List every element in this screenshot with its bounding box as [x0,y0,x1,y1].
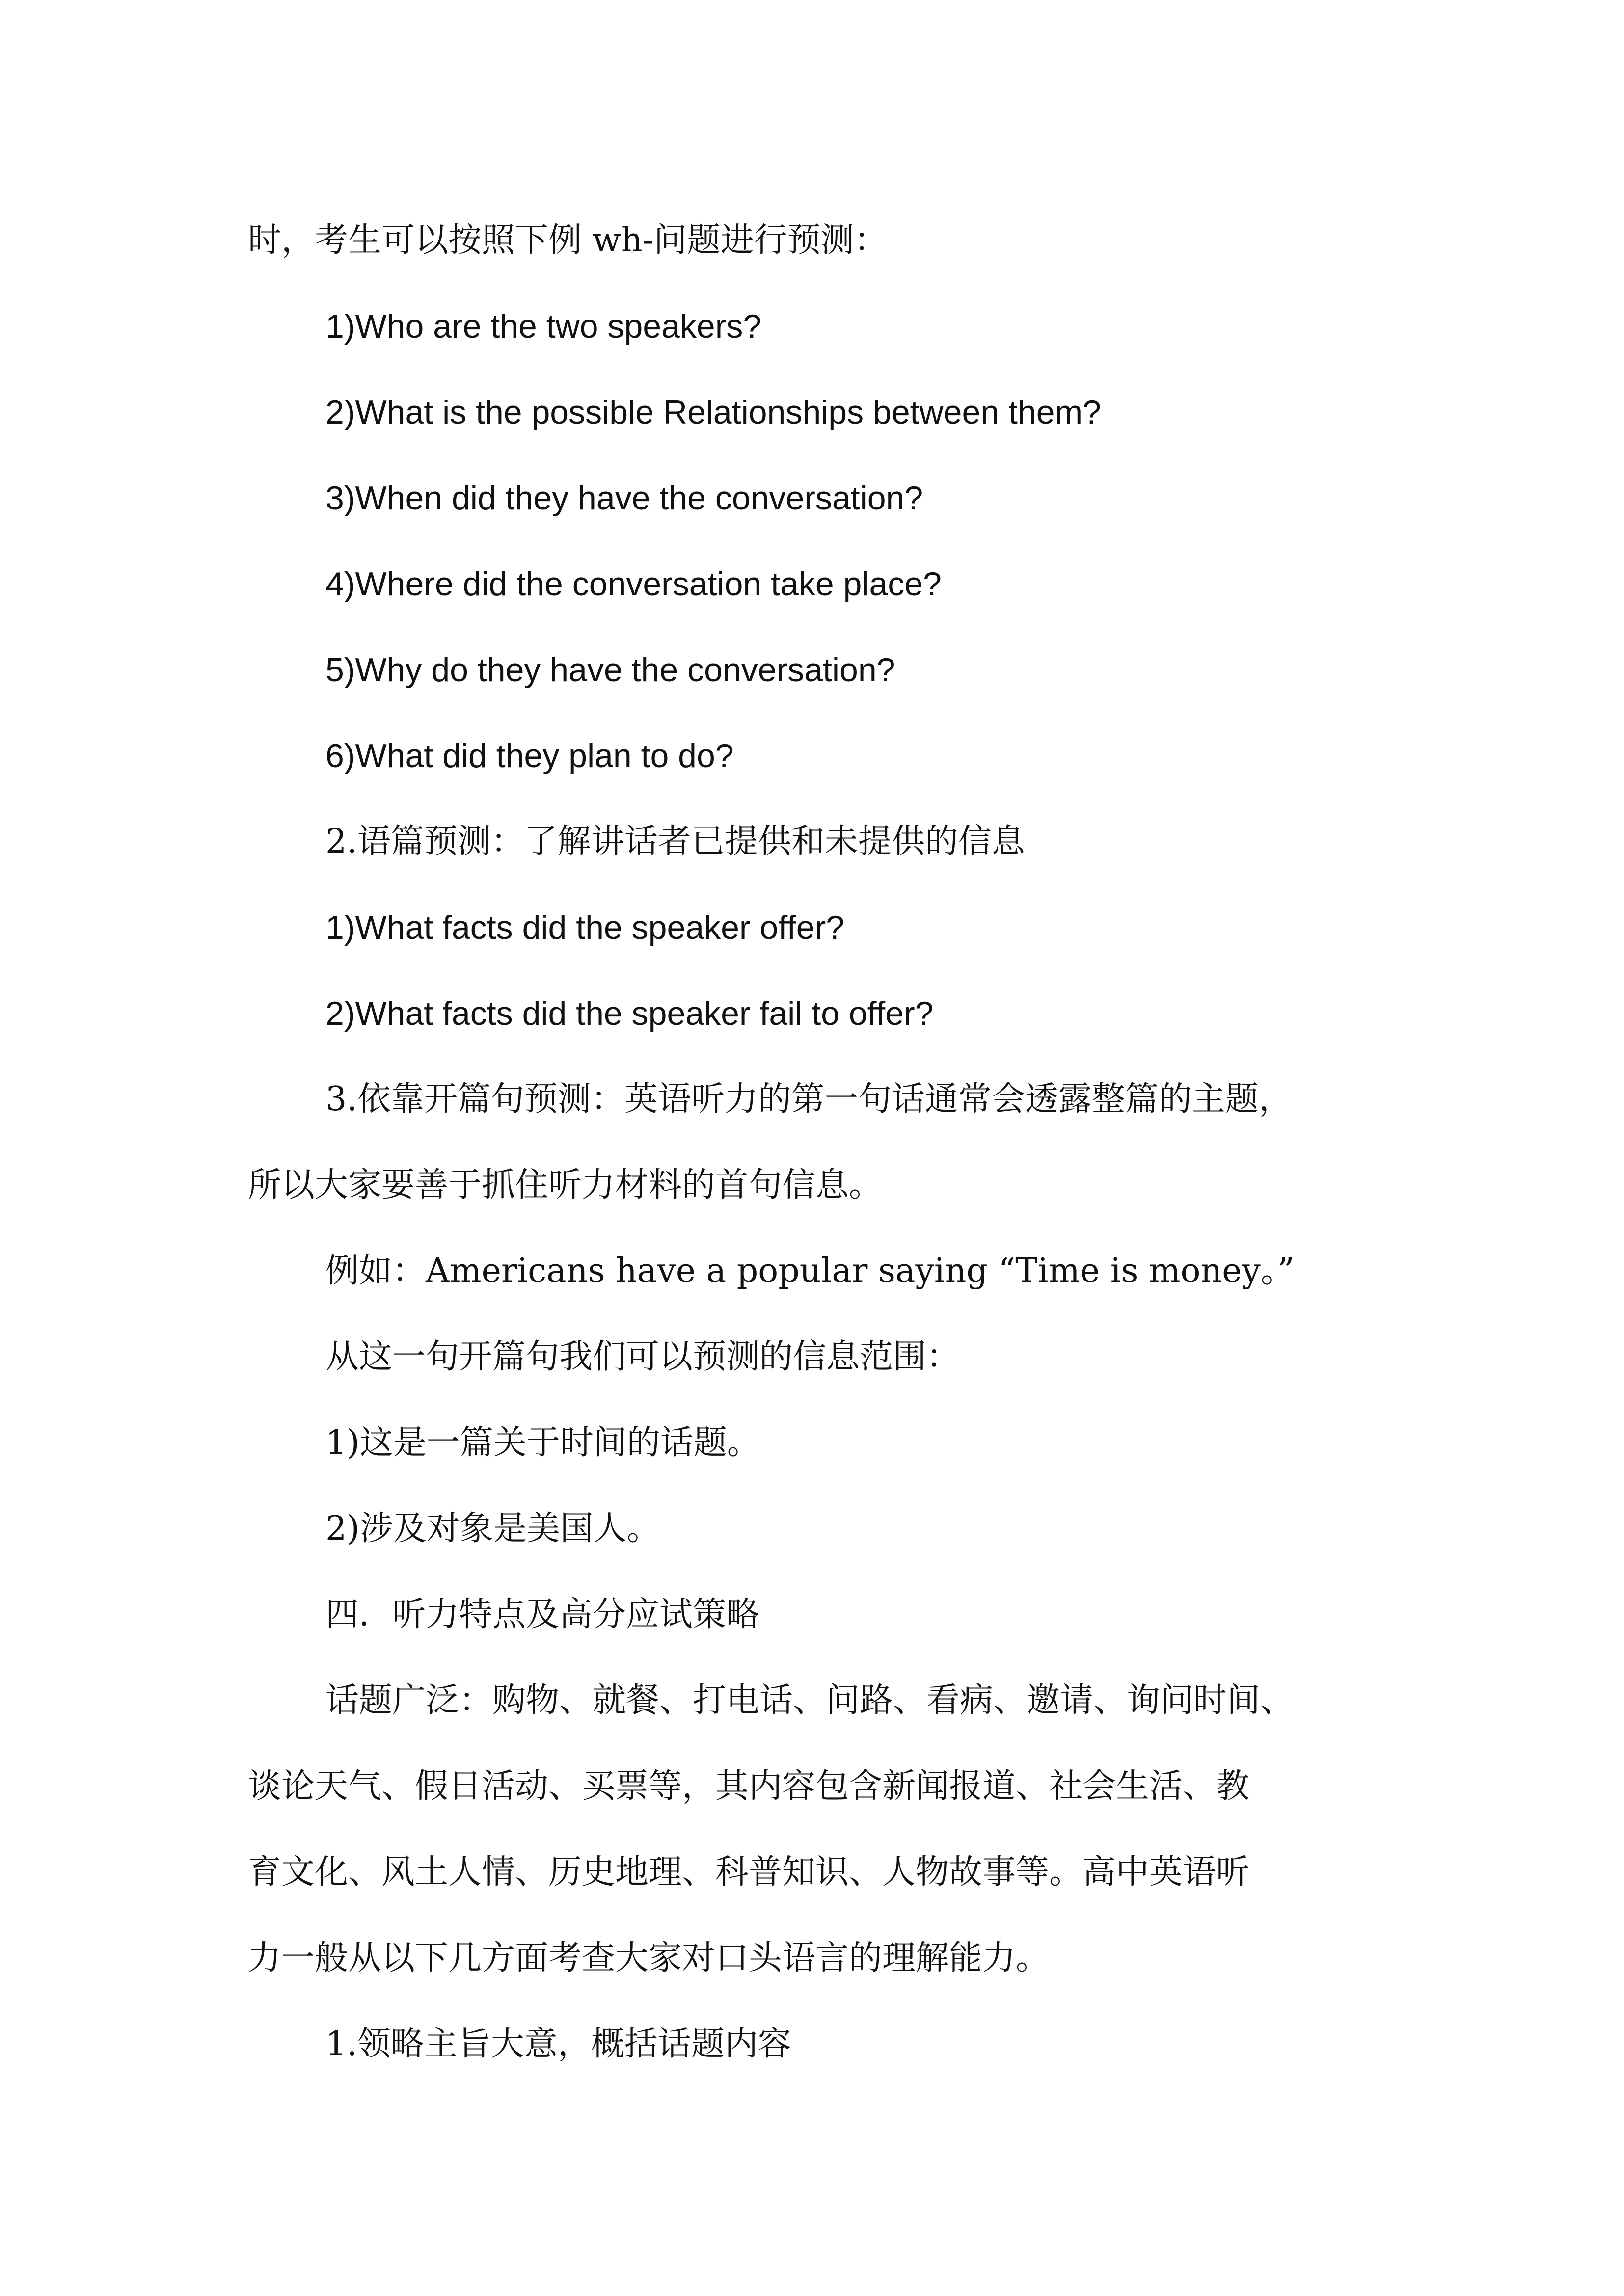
question-line: 4)Where did the conversation take place? [325,565,942,603]
list-item: 1)这是一篇关于时间的话题。 [325,1423,760,1462]
question-line: 6)What did they plan to do? [325,737,734,774]
paragraph-line: 力一般从以下几方面考查大家对口头语言的理解能力。 [248,1939,1050,1977]
question-line: 2)What facts did the speaker fail to offer? [325,995,934,1032]
paragraph-line: 从这一句开篇句我们可以预测的信息范围： [325,1337,960,1376]
section-heading: 四．听力特点及高分应试策略 [325,1595,760,1634]
question-line: 1)Who are the two speakers? [325,308,762,345]
paragraph-line: 时，考生可以按照下例 wh-问题进行预测： [248,221,888,260]
question-line: 2)What is the possible Relationships between them? [325,394,1101,431]
paragraph-line: 3.依靠开篇句预测：英语听力的第一句话通常会透露整篇的主题， [325,1080,1292,1119]
example-line: 例如：Americans have a popular saying “Time is money。” [325,1252,1295,1290]
list-item: 2)涉及对象是美国人。 [325,1509,660,1548]
question-line: 5)Why do they have the conversation? [325,651,895,689]
paragraph-line: 话题广泛：购物、就餐、打电话、问路、看病、邀请、询问时间、 [325,1681,1294,1720]
paragraph-line: 所以大家要善于抓住听力材料的首句信息。 [248,1166,883,1204]
section-heading: 2.语篇预测：了解讲话者已提供和未提供的信息 [325,822,1025,861]
paragraph-line: 谈论天气、假日活动、买票等，其内容包含新闻报道、社会生活、教 [248,1767,1250,1806]
section-heading: 1.领略主旨大意，概括话题内容 [325,2025,791,2063]
question-line: 3)When did they have the conversation? [325,480,923,517]
paragraph-line: 育文化、风土人情、历史地理、科普知识、人物故事等。高中英语听 [248,1853,1250,1892]
question-line: 1)What facts did the speaker offer? [325,909,845,946]
